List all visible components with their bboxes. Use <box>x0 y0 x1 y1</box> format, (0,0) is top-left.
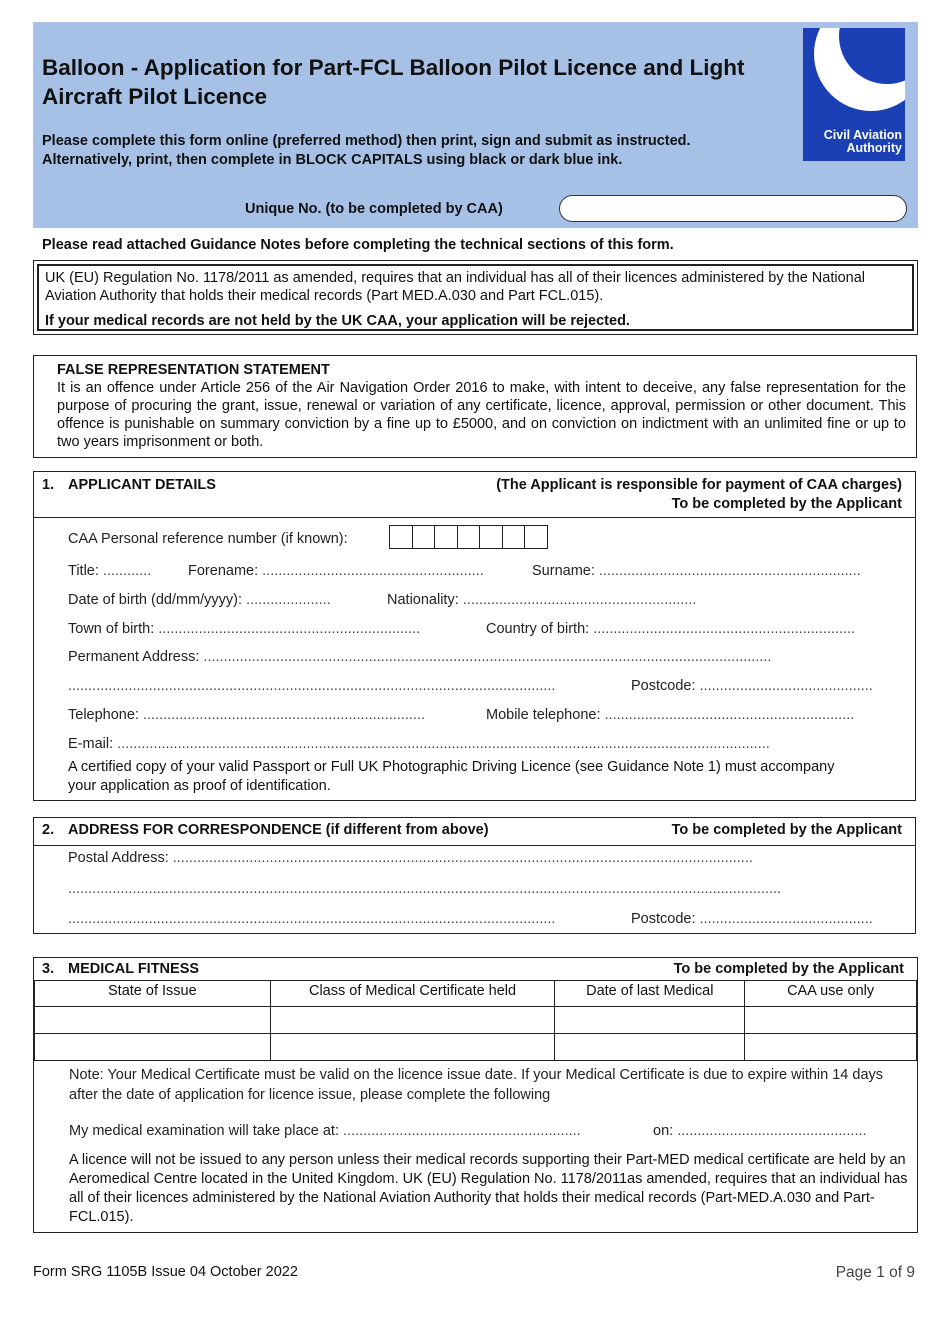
section-number: 3. <box>42 961 55 977</box>
completion-note: To be completed by the Applicant <box>671 822 902 838</box>
address-label: Permanent Address: <box>68 649 200 665</box>
statement-body: It is an offence under Article 256 of the Air Navigation Order 2016 to make, with intent to deceive, any false representation for the purpose of procuring the grant, issue, renewal or variation of any certificate, licence, approval, permission or other document. This offence is punishable on summary conviction by a fine up to £5000, and on conviction on indictment with an unlimited fine or up to two years imprisonment or both. <box>57 380 906 450</box>
dob-field[interactable]: ..................... <box>246 592 331 608</box>
instructions-line-2: Alternatively, print, then complete in BLOCK CAPITALS using black or dark blue ink. <box>42 152 623 168</box>
caa-ref-label: CAA Personal reference number (if known): <box>68 531 348 547</box>
column-header: State of Issue <box>35 981 271 1007</box>
section-number: 1. <box>42 477 55 493</box>
id-requirement-note: A certified copy of your valid Passport or Full UK Photographic Driving Licence (see Guidance Note 1) must accompany your application as proof of identification. <box>68 759 835 794</box>
last-medical-date-cell[interactable] <box>555 1034 745 1061</box>
statement-title: FALSE REPRESENTATION STATEMENT <box>57 362 330 378</box>
caa-logo <box>803 28 905 161</box>
ref-digit-box[interactable] <box>457 525 481 549</box>
forename-field[interactable]: ....................................................... <box>262 563 484 579</box>
section-number: 2. <box>42 822 55 838</box>
mobile-field[interactable]: .............................................................. <box>604 707 855 723</box>
section-header <box>34 818 915 846</box>
section-medical-fitness <box>33 957 918 1233</box>
email-label: E-mail: <box>68 736 114 752</box>
payment-note: (The Applicant is responsible for payment of CAA charges) <box>496 477 902 493</box>
section-applicant-details <box>33 471 916 801</box>
column-header: Class of Medical Certificate held <box>270 981 555 1007</box>
telephone-field[interactable]: ...................................................................... <box>142 707 425 723</box>
surname-field[interactable]: ................................................................. <box>598 563 861 579</box>
town-of-birth-label: Town of birth: <box>68 621 155 637</box>
dob-label: Date of birth (dd/mm/yyyy): <box>68 592 243 608</box>
title-field[interactable]: ............ <box>102 563 152 579</box>
title-label: Title: <box>68 563 99 579</box>
postcode-field[interactable]: ........................................... <box>699 678 873 694</box>
ref-digit-box[interactable] <box>502 525 526 549</box>
medical-validity-note: Note: Your Medical Certificate must be valid on the licence issue date. If your Medical Certificate is due to expire within 14 days after the date of application for licence issue, please complete the following <box>69 1067 884 1103</box>
caa-use-cell <box>745 1034 917 1061</box>
exam-date-field[interactable]: ............................................... <box>677 1123 867 1139</box>
nationality-field[interactable]: .......................................................... <box>462 592 697 608</box>
ref-digit-box[interactable] <box>412 525 436 549</box>
logo-line-1: Civil Aviation <box>823 128 902 142</box>
postcode-field[interactable]: ........................................... <box>699 911 873 927</box>
email-field[interactable]: .................................................................................................................................................................. <box>117 736 770 752</box>
regulation-notice <box>33 260 918 335</box>
caa-use-cell <box>745 1007 917 1034</box>
telephone-label: Telephone: <box>68 707 139 723</box>
unique-no-label: Unique No. (to be completed by CAA) <box>245 201 503 217</box>
country-of-birth-field[interactable]: ................................................................. <box>593 621 856 637</box>
postal-address-label: Postal Address: <box>68 850 169 866</box>
page-number: Page 1 of 9 <box>835 1264 915 1281</box>
postal-address-field-line-1[interactable]: ................................................................................................................................................ <box>172 850 753 866</box>
postcode-label: Postcode: <box>631 911 696 927</box>
ref-digit-box[interactable] <box>434 525 458 549</box>
caa-logo-text <box>805 129 902 155</box>
caa-ref-input[interactable] <box>390 525 548 549</box>
form-header <box>33 22 918 228</box>
completion-note: To be completed by the Applicant <box>673 961 904 977</box>
mobile-label: Mobile telephone: <box>486 707 601 723</box>
form-instructions <box>42 132 802 170</box>
country-of-birth-label: Country of birth: <box>486 621 590 637</box>
completion-note: To be completed by the Applicant <box>671 496 902 512</box>
section-header <box>34 958 917 980</box>
nationality-label: Nationality: <box>387 592 459 608</box>
last-medical-date-cell[interactable] <box>555 1007 745 1034</box>
address-field-line-1[interactable]: ............................................................................................................................................. <box>203 649 772 665</box>
medical-table <box>34 980 917 1061</box>
postcode-label: Postcode: <box>631 678 696 694</box>
section-title: ADDRESS FOR CORRESPONDENCE (if different from above) <box>68 822 489 838</box>
state-of-issue-cell[interactable] <box>35 1034 271 1061</box>
medical-class-cell[interactable] <box>270 1007 555 1034</box>
table-row <box>35 1034 917 1061</box>
unique-no-field[interactable] <box>559 195 907 222</box>
address-field-line-2[interactable]: ......................................................................................................................... <box>68 678 556 694</box>
false-representation-statement <box>33 355 917 458</box>
column-header: CAA use only <box>745 981 917 1007</box>
ref-digit-box[interactable] <box>389 525 413 549</box>
form-title: Balloon - Application for Part-FCL Balloon Pilot Licence and Light Aircraft Pilot Licence <box>42 55 745 109</box>
postal-address-field-line-3[interactable]: ......................................................................................................................... <box>68 911 556 927</box>
column-header: Date of last Medical <box>555 981 745 1007</box>
guidance-note: Please read attached Guidance Notes before completing the technical sections of this form. <box>42 237 674 253</box>
exam-date-label: on: <box>653 1123 674 1139</box>
regulation-warning: If your medical records are not held by the UK CAA, your application will be rejected. <box>45 313 630 329</box>
section-correspondence-address <box>33 817 916 934</box>
forename-label: Forename: <box>188 563 259 579</box>
instructions-line-1: Please complete this form online (preferred method) then print, sign and submit as instructed. <box>42 133 691 149</box>
exam-location-label: My medical examination will take place at: <box>69 1123 339 1139</box>
section-title: MEDICAL FITNESS <box>68 961 200 977</box>
section-header <box>34 472 915 518</box>
exam-location-field[interactable]: ........................................................... <box>343 1123 581 1139</box>
logo-line-2: Authority <box>846 141 902 155</box>
section-title: APPLICANT DETAILS <box>68 477 216 493</box>
ref-digit-box[interactable] <box>479 525 503 549</box>
medical-records-requirement: A licence will not be issued to any person unless their medical records supporting their Part-MED medical certificate are held by an Aeromedical Centre located in the United Kingdom. UK (EU) Regulation No. 1178/2011as amended, requires that an individual has all of their licences administered by the National Aviation Authority that holds their medical records (Part-MED.A.030 and Part-FCL.015). <box>69 1152 908 1225</box>
ref-digit-box[interactable] <box>524 525 548 549</box>
postal-address-field-line-2[interactable]: ................................................................................................................................................................................. <box>68 881 782 897</box>
table-header-row <box>35 981 917 1007</box>
form-reference: Form SRG 1105B Issue 04 October 2022 <box>33 1264 298 1280</box>
state-of-issue-cell[interactable] <box>35 1007 271 1034</box>
medical-class-cell[interactable] <box>270 1034 555 1061</box>
surname-label: Surname: <box>532 563 595 579</box>
town-of-birth-field[interactable]: ................................................................. <box>158 621 421 637</box>
regulation-text: UK (EU) Regulation No. 1178/2011 as amended, requires that an individual has all of their licences administered by the National Aviation Authority that holds their medical records (Part MED.A.030 and Part FCL.015). <box>45 270 865 304</box>
table-row <box>35 1007 917 1034</box>
